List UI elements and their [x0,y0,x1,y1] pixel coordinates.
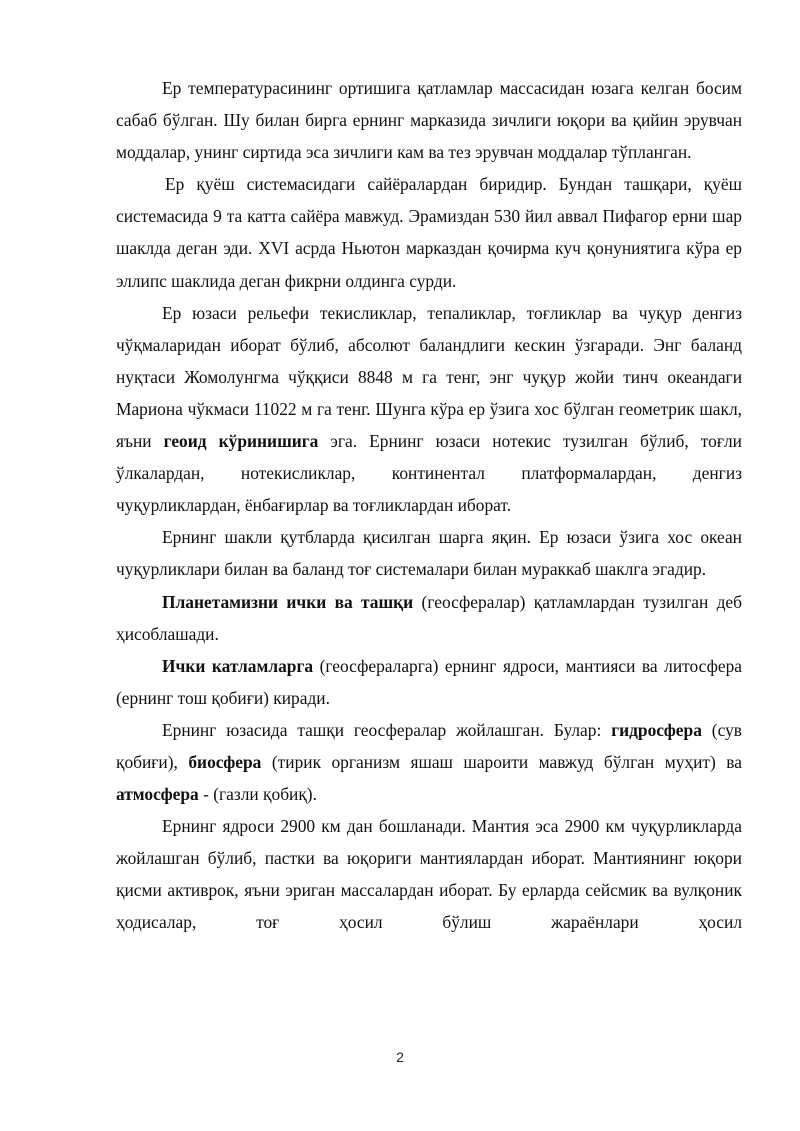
paragraph [116,586,742,650]
bold-term: биосфера [188,751,262,772]
bold-term: Планетамизни ички ва ташқи [162,591,414,612]
bold-term: геоид кўринишига [163,431,319,452]
text-run: Ер юзаси рельефи текисликлар, тепаликлар, тоғликлар ва чуқур денгиз чўқмаларидан иборат бўлиб, абсолют баландлиги кескин ўзгаради. Энг баланд нуқтаси Жомолунгма чўққиси 8848 м га тенг, энг чуқур жойи тинч океандаги Мариона чўкмаси 11022 м га тенг. Шунга кўра ер ўзига хос бўлган геометрик шакл, яъни [116,302,742,452]
bold-term: атмосфера [116,784,199,805]
text-run: Ернинг юзасида ташқи геосфералар жойлашган. Булар: [162,719,612,740]
text-run: (сув қобиғи), [116,719,742,772]
paragraph [116,168,742,296]
text-run: - (газли қобиқ). [198,784,317,805]
bold-term: гидросфера [611,719,702,740]
text-run: эга. Ернинг юзаси нотекис тузилган бўлиб, тоғли ўлкалардан, нотекисликлар, континентал платформалардан, денгиз чуқурликлардан, ёнбағирлар ва тоғликлардан иборат. [116,431,742,516]
bold-term: Ички катламларга [162,655,314,676]
paragraph [116,810,742,938]
text-run: Ернинг шакли қутбларда қисилган шарга яқин. Ер юзаси ўзига хос океан чуқурликлари билан ва баланд тоғ системалари билан мураккаб шаклга эгадир. [116,527,742,580]
text-run: Ер температурасининг ортишига қатламлар массасидан юзага келган босим сабаб бўлган. Шу билан бирга ернинг марказида зичлиги юқори ва қийин эрувчан моддалар, унинг сиртида эса зичлиги кам ва тез эрувчан моддалар тўпланган. [116,78,742,163]
text-run: (тирик организм яшаш шароити мавжуд бўлган муҳит) ва [261,751,742,772]
body-text [116,72,742,939]
text-run: Ер қуёш системасидаги сайёралардан биридир. Бундан ташқари, қуёш системасида 9 та катта сайёра мавжуд. Эрамиздан 530 йил аввал Пифагор ерни шар шаклда деган эди. XVI асрда Ньютон марказдан қочирма куч қонуниятига кўра ер эллипс шаклида деган фикрни олдинга сурди. [116,174,742,291]
text-run: (геосфералар) қатламлардан тузилган деб ҳисоблашади. [116,591,743,644]
paragraph [116,72,742,168]
paragraph [116,714,742,810]
page-number: 2 [396,1049,404,1065]
paragraph [116,521,742,585]
paragraph [116,650,742,714]
text-run: Ернинг ядроси 2900 км дан бошланади. Мантия эса 2900 км чуқурликларда жойлашган бўлиб, пастки ва юқориги мантиялардан иборат. Мантиянинг юқори қисми активрок, яъни эриган массалардан иборат. Бу ерларда сейсмик ва вулқоник ҳодисалар, тоғ ҳосил бўлиш жараёнлари ҳосил [116,816,742,933]
text-run: (геосфераларга) ернинг ядроси, мантияси ва литосфера (ернинг тош қобиғи) киради. [116,655,742,708]
paragraph [116,297,742,522]
